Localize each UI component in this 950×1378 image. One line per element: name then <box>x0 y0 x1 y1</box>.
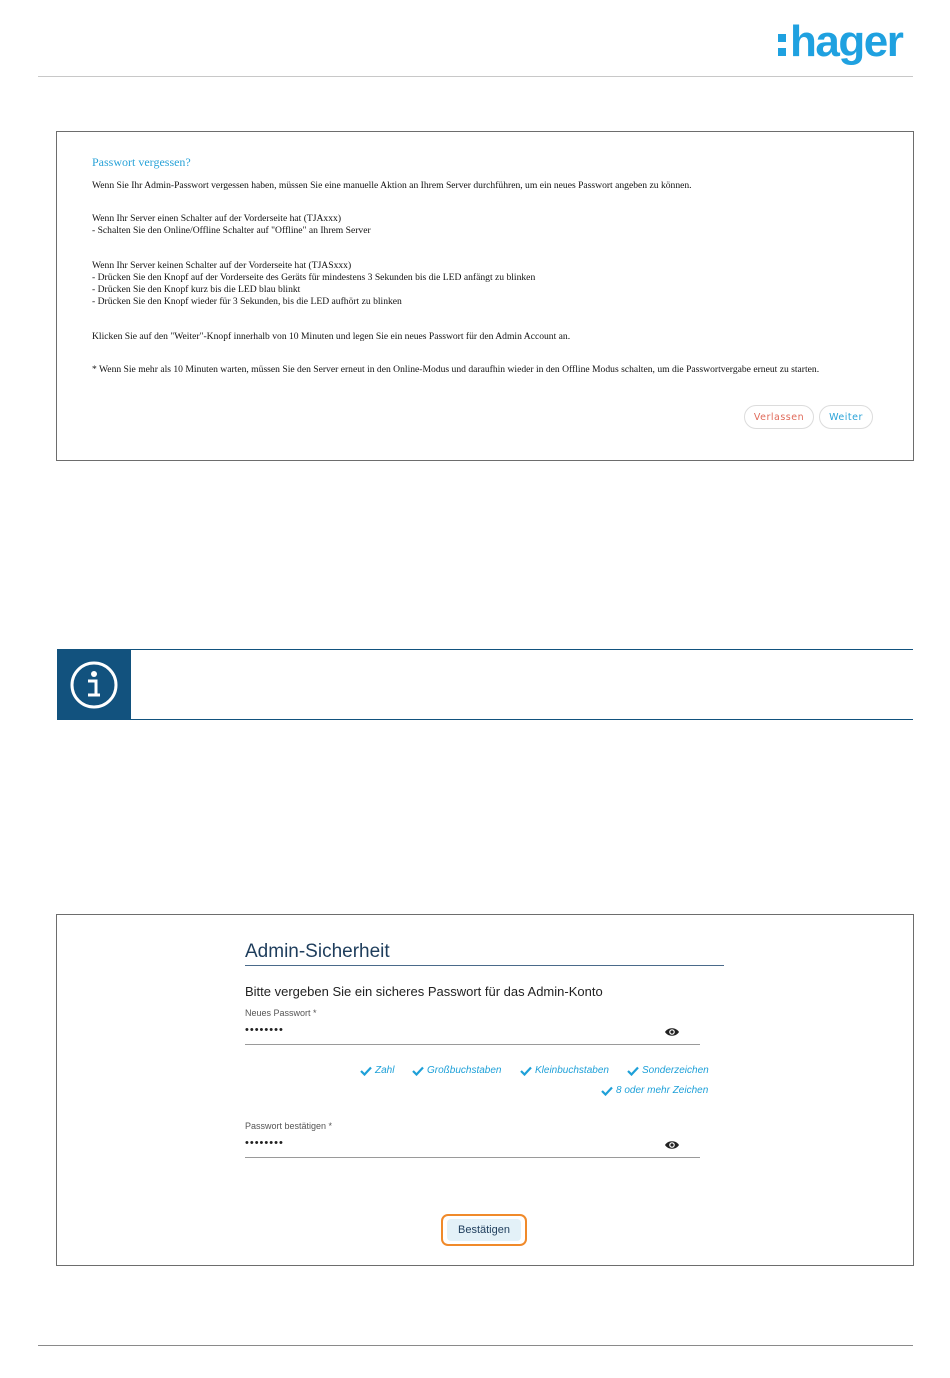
req-uppercase <box>412 1065 502 1076</box>
req-special <box>627 1065 709 1076</box>
check-icon <box>520 1066 532 1076</box>
show-password-icon[interactable] <box>664 1139 680 1151</box>
forgot-password-screenshot <box>56 131 914 461</box>
footer-divider <box>38 1345 913 1346</box>
check-icon <box>412 1066 424 1076</box>
new-password-label: Neues Passwort * <box>245 1008 317 1018</box>
info-icon <box>69 660 119 710</box>
check-icon <box>601 1086 613 1096</box>
noswitch-heading: Wenn Ihr Server keinen Schalter auf der Vorderseite hat (TJASxxx) <box>92 260 352 271</box>
req-special-label: Sonderzeichen <box>642 1065 709 1076</box>
confirm-password-label: Passwort bestätigen * <box>245 1121 333 1131</box>
check-icon <box>360 1066 372 1076</box>
logo-text: hager <box>790 17 903 66</box>
forgot-title: Passwort vergessen? <box>92 155 191 169</box>
admin-security-subtitle: Bitte vergeben Sie ein sicheres Passwort für das Admin-Konto <box>245 984 603 999</box>
admin-security-title: Admin-Sicherheit <box>245 941 390 962</box>
new-password-input[interactable]: •••••••• <box>245 1024 284 1036</box>
confirm-password-input[interactable]: •••••••• <box>245 1137 284 1149</box>
header-divider <box>38 76 913 77</box>
logo-dots <box>778 34 786 56</box>
info-icon-box <box>57 649 131 720</box>
switch-step: - Schalten Sie den Online/Offline Schalter auf "Offline" an Ihrem Server <box>92 225 371 236</box>
show-password-icon[interactable] <box>664 1026 680 1038</box>
new-password-underline <box>245 1044 700 1045</box>
confirm-button-highlight <box>441 1214 527 1246</box>
forgot-intro: Wenn Sie Ihr Admin-Passwort vergessen haben, müssen Sie eine manuelle Aktion an Ihrem Server durchführen, um ein neues Passwort angeben zu können. <box>92 180 692 191</box>
info-rule-bottom <box>131 719 913 720</box>
req-length-label: 8 oder mehr Zeichen <box>616 1085 709 1096</box>
req-number <box>360 1065 394 1076</box>
req-uppercase-label: Großbuchstaben <box>427 1065 502 1076</box>
noswitch-step-3: - Drücken Sie den Knopf wieder für 3 Sekunden, bis die LED aufhört zu blinken <box>92 296 402 307</box>
req-length <box>601 1085 708 1096</box>
next-button[interactable]: Weiter <box>819 405 873 429</box>
info-rule-top <box>131 649 913 650</box>
req-number-label: Zahl <box>375 1065 395 1076</box>
req-lowercase <box>520 1065 609 1076</box>
timeout-note: * Wenn Sie mehr als 10 Minuten warten, müssen Sie den Server erneut in den Online-Modus und daraufhin wieder in den Offline Modus schalten, um die Passwortvergabe erneut zu starten. <box>92 364 820 375</box>
noswitch-step-1: - Drücken Sie den Knopf auf der Vorderseite des Geräts für mindestens 3 Sekunden bis die LED anfängt zu blinken <box>92 272 536 283</box>
next-hint: Klicken Sie auf den "Weiter"-Knopf innerhalb von 10 Minuten und legen Sie ein neues Passwort für den Admin Account an. <box>92 331 571 342</box>
switch-heading: Wenn Ihr Server einen Schalter auf der Vorderseite hat (TJAxxx) <box>92 213 342 224</box>
confirm-password-underline <box>245 1157 700 1158</box>
noswitch-step-2: - Drücken Sie den Knopf kurz bis die LED blau blinkt <box>92 284 301 295</box>
admin-security-screenshot <box>56 914 914 1266</box>
hager-logo <box>778 18 902 66</box>
confirm-button[interactable]: Bestätigen <box>447 1219 521 1241</box>
req-lowercase-label: Kleinbuchstaben <box>535 1065 609 1076</box>
check-icon <box>627 1066 639 1076</box>
leave-button[interactable]: Verlassen <box>744 405 814 429</box>
title-underline <box>245 965 724 966</box>
